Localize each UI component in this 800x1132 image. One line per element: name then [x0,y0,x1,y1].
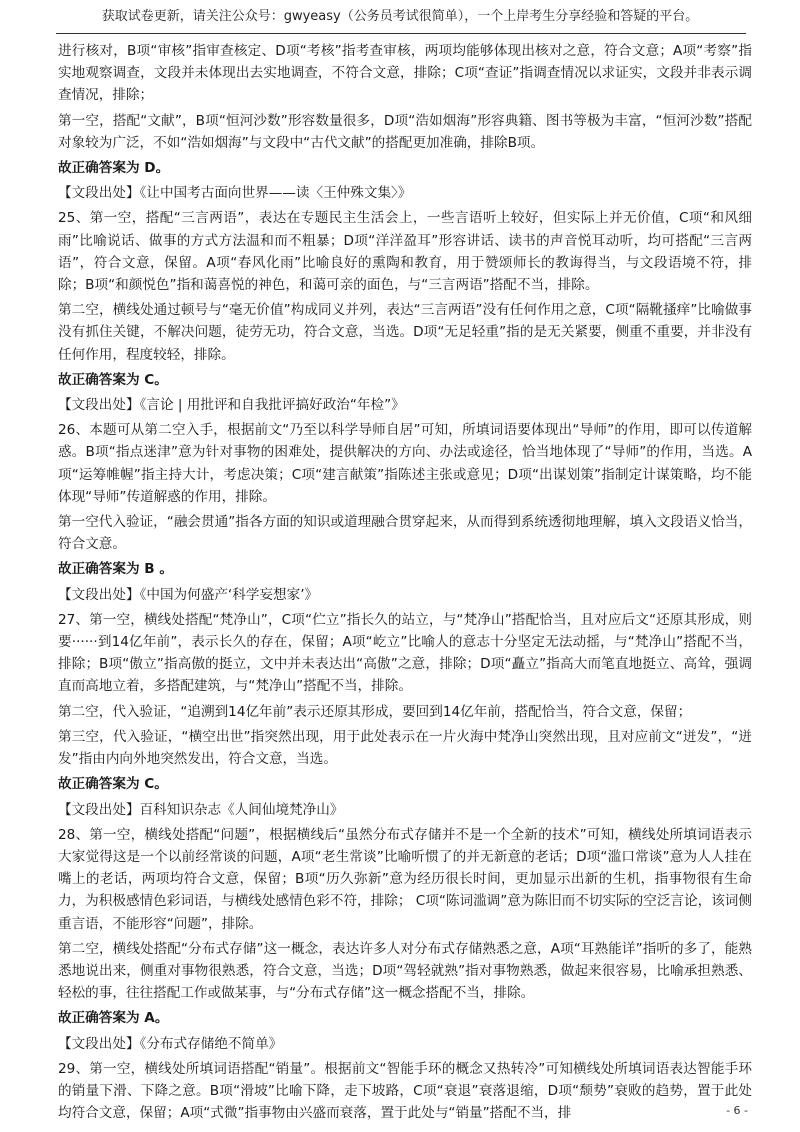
header-notice: 获取试卷更新，请关注公众号：gwyeasy（公务员考试很简单），一个上岸考生分享经验和答疑的平台。 [101,9,699,24]
explanation-paragraph: 第三空，代入验证，“横空出世”指突然出现，用于此处表示在一片火海中梵净山突然出现，且对应前文“迸发”，“迸发”指由内向外地突然发出，符合文意，当选。 [58,728,752,768]
source-citation: 【文段出处】《分布式存储绝不简单》 [58,1035,283,1052]
explanation-paragraph: 进行核对，B项“审核”指审查核定、D项“考核”指考查审核，两项均能够体现出核对之意，符合文意；A项“考察”指实地观察调查，文段并未体现出去实地调查，不符合文意，排除；C项“查证”指调查情况以求证实，文段并非表示调查情况，排除； [58,43,752,104]
header-divider [56,33,746,34]
answer-line: 故正确答案为 C。 [58,371,168,388]
explanation-paragraph: 第二空，横线处通过顿号与“毫无价值”构成同义并列，表达“三言两语”没有任何作用之意，C项“隔靴搔痒”比喻做事没有抓住关键，不解决问题，徒劳无功，符合文意，当选。D项“无足轻重”指的是无关紧要，侧重不重要，并非没有任何作用，程度较轻，排除。 [58,302,752,363]
explanation-paragraph: 25、第一空，搭配“三言两语”，表达在专题民主生活会上，一些言语听上较好，但实际上并无价值，C项“和风细雨”比喻说话、做事的方式方法温和而不粗暴；D项“洋洋盈耳”形容讲话、读书的声音悦耳动听，均可搭配“三言两语”，符合文意，保留。A项“春风化雨”比喻良好的熏陶和教育，用于赞颂师长的教诲得当，与文段语境不符，排除；B项“和颜悦色”指和蔼喜悦的神色，和蔼可亲的面色，与“三言两语”搭配不当，排除。 [58,210,752,294]
source-citation: 【文段出处】《中国为何盛产‘科学妄想家’》 [58,586,319,603]
source-citation: 【文段出处】百科知识杂志《人间仙境梵净山》 [58,801,344,818]
source-citation: 【文段出处】《让中国考古面向世界——读〈王仲殊文集〉》 [58,185,412,202]
answer-line: 故正确答案为 D。 [58,160,170,177]
explanation-paragraph: 26、本题可从第二空入手，根据前文“乃至以科学导师自居”可知，所填词语要体现出“导师”的作用，即可以传道解惑。B项“指点迷津”意为针对事物的困难处，提供解决的方向、办法或途径，恰当地体现了“导师”的作用，当选。A项“运筹帷幄”指主持大计，考虑决策；C项“建言献策”指陈述主张或意见；D项“出谋划策”指制定计谋策略，均不能体现“导师”传道解惑的作用，排除。 [58,422,752,505]
explanation-paragraph: 第二空，代入验证，“追溯到14亿年前”表示还原其形成，要回到14亿年前，搭配恰当，符合文意，保留； [58,703,692,720]
explanation-paragraph: 第二空，横线处搭配“分布式存储”这一概念，表达许多人对分布式存储熟悉之意，A项“耳熟能详”指听的多了，能熟悉地说出来，侧重对事物很熟悉，符合文意，当选；D项“驾轻就熟”指对事物熟悉，做起来很容易，比喻承担熟悉、轻松的事，往往搭配工作或做某事，与“分布式存储”这一概念搭配不当，排除。 [58,940,752,1002]
source-citation: 【文段出处】《言论 | 用批评和自我批评搞好政治“年检”》 [58,397,405,414]
explanation-paragraph: 28、第一空，横线处搭配“问题”，根据横线后“虽然分布式存储并不是一个全新的技术”可知，横线处所填词语表示大家觉得这是一个以前经常谈的问题，A项“老生常谈”比喻听惯了的并无新意的老话；D项“滥口常谈”意为人人挂在嘴上的老话，两项均符合文意，保留；B项“历久弥新”意为经历很长时间，更加显示出新的生机，指事物很有生命力，为积极感情色彩词语，与横线处感情色彩不符，排除； C项“陈词滥调”意为陈旧而不切实际的空泛言论，该词侧重言语，不能形容“问题”，排除。 [58,826,752,932]
explanation-paragraph: 29、第一空，横线处所填词语搭配“销量”。根据前文“智能手环的概念又热转冷”可知横线处所填词语表达智能手环的销量下滑、下降之意。B项“滑坡”比喻下降，走下坡路，C项“衰退”衰落退缩，D项“颓势”衰败的趋势，置于此处均符合文意，保留；A项“式微”指事物由兴盛而衰落，置于此处与“销量”搭配不当，排 [58,1060,752,1122]
answer-line: 故正确答案为 C。 [58,776,168,793]
page-number: - 6 - [726,1104,748,1117]
answer-line: 故正确答案为 B 。 [58,561,173,578]
explanation-paragraph: 第一空，搭配“文献”，B项“恒河沙数”形容数量很多，D项“浩如烟海”形容典籍、图书等极为丰富，“恒河沙数”搭配对象较为广泛，不如“浩如烟海”与文段中“古代文献”的搭配更加准确，排除B项。 [58,112,752,151]
document-body [58,40,752,1127]
explanation-paragraph: 27、第一空，横线处搭配“梵净山”，C项“伫立”指长久的站立，与“梵净山”搭配恰当，且对应后文“还原其形成，则要······到14亿年前”，表示长久的存在，保留；A项“屹立”比喻人的意志十分坚定无法动摇，与“梵净山”搭配不当，排除；B项“傲立”指高傲的挺立，文中并未表达出“高傲”之意，排除；D项“矗立”指高大而笔直地挺立、高耸，强调直而高地立着，多搭配建筑，与“梵净山”搭配不当，排除。 [58,611,752,695]
answer-line: 故正确答案为 A。 [58,1010,169,1027]
page-header [0,0,800,34]
explanation-paragraph: 第一空代入验证，“融会贯通”指各方面的知识或道理融合贯穿起来，从而得到系统透彻地理解，填入文段语义恰当，符合文意。 [58,514,752,553]
